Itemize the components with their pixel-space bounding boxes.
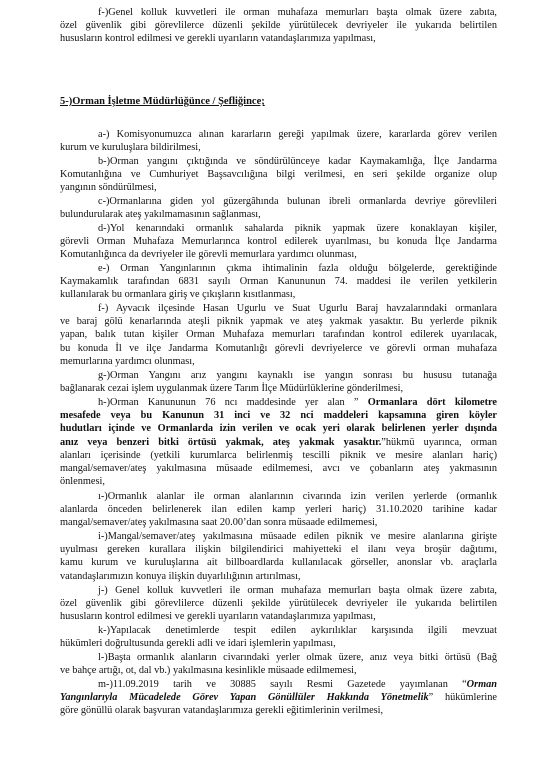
text-line: ve bahçe artığı, ot, dal vb.) yakılmasına kesinlikle müsaade edilmemesi, [60, 665, 357, 677]
text-line: göre gönüllü olarak başvuran vatandaşlarımıza gerekli eğitimlerinin verilmesi, [60, 705, 384, 717]
bold-italic-text-segment: Orman [466, 679, 497, 690]
text-line: bağlanarak cezai işlem uygulanmak üzere Tarım İlçe Müdürlüklerine gönderilmesi, [60, 383, 404, 395]
text-line: ı-)Ormanlık alanlar ile orman alanlarının civarında izin verilen yerlerde (ormanlık [98, 491, 497, 502]
text-line: bulundurularak ateş yakılmamasının sağlanması, [60, 209, 261, 221]
paragraph-k [60, 624, 497, 650]
text-line: bu konuda İl ve ilçe Jandarma Komutanlığı görevli devriyelerce ve görevli orman muhafaza [60, 342, 497, 354]
text-line [60, 691, 497, 704]
paragraph-b [60, 155, 497, 195]
text-line: alanları içerisinde (yetkili kurumlarca belirlenmiş tescilli piknik ve mesire alanları hariç) [60, 449, 497, 461]
text-line: yapan, balık tutan kişiler Orman Muhafaza memurları tarafından kontrol edilerek uyarılacak, [60, 329, 497, 341]
text-line: j-) Genel kolluk kuvvetleri ile orman muhafaza memurları başta olmak üzere zabıta, [98, 585, 497, 596]
paragraph-e [60, 262, 497, 302]
paragraph-c [60, 195, 497, 221]
text-line: e-) Orman Yangınlarının çıkma ihtimalinin fazla olduğu bölgelerde, gerektiğinde [98, 263, 497, 274]
text-line: b-)Orman yangını çıktığında ve söndürülünceye kadar Kaymakamlığa, İlçe Jandarma [98, 156, 497, 167]
text-line: kurum ve kuruluşlara bildirilmesi, [60, 142, 201, 154]
paragraph-f-top [60, 6, 497, 46]
text-line: kamu kurum ve kuruluşlarına ait billboardlarda kullanılacak görseller, anonslar vb. araçlarla [60, 557, 497, 569]
text-line: görevli Orman Muhafaza Memurlarınca kontrol edilerek uyarılması, bu konuda İlçe Jandarma [60, 236, 497, 248]
text-line: yangının söndürülmesi, [60, 182, 157, 194]
text-line: hususların kontrol edilmesi ve gerekli uyarıların vatandaşlarımıza yapılması, [60, 611, 376, 623]
text-line: l-)Başta ormanlık alanların civarındaki yerler olmak üzere, anız veya bitki örtüsü (Bağ [98, 652, 497, 663]
text-line: i-)Mangal/semaver/ateş yakılmasına müsaade edilen piknik ve mesire alanlarına girişte [98, 531, 497, 542]
text-line: alanlarda önceden belirlenerek ilan edilen kamp yerleri hariç) 31.10.2020 tarihine kadar [60, 504, 497, 516]
text-line [60, 409, 497, 422]
paragraph-i-dotless [60, 490, 497, 530]
paragraph-i [60, 530, 497, 583]
text-line: kullanılarak bu ormanlara giriş ve çıkışların kısıtlanması, [60, 289, 296, 301]
paragraph-h [60, 396, 497, 488]
paragraph-j [60, 584, 497, 624]
text-line: mangal/semaver/ateş yakılmasına saat 20.00’dan sonra müsaade edilmemesi, [60, 517, 378, 529]
text-line: Komutanlığına ve Cumhuriyet Başsavcılığına bilgi verilmesi, en seri şekilde organize olup [60, 169, 497, 181]
text-line: uyulması gereken kurallara ilişkin bilgilendirici mahiyetteki el ilanı veya broşür dağıtımı, [60, 544, 497, 556]
text-segment: ”hükmü uyarınca, orman [381, 436, 497, 448]
text-line: k-)Yapılacak denetimlerde tespit edilen aykırılıklar karşısında ilgili mevzuat [98, 625, 497, 636]
text-line: c-)Ormanlarına giden yol güzergâhında bulunan ibreli ormanlarda devriye görevlileri [98, 196, 497, 207]
paragraph-d [60, 222, 497, 262]
bold-text-segment: hudutları içinde ve Ormanlarda izin verilen ve ocak yeri olarak belirlenen yerler dışında [60, 423, 497, 435]
bold-text-segment: mesafede veya bu Kanunun 31 inci ve 32 nci maddeleri kapsamına giren köyler [60, 410, 497, 422]
text-line: hükümleri doğrultusunda gerekli adli ve idari işlemlerin yapılması, [60, 638, 336, 650]
text-segment: m-)11.09.2019 tarih ve 30885 sayılı Resmi Gazetede yayımlanan “ [98, 679, 467, 690]
text-segment: h-)Orman Kanununun 76 ncı maddesinde yer alan ” [98, 397, 368, 408]
text-line: g-)Orman Yangını arız yangını kaynaklı ise yangın sonrası bu hususu tutanağa [98, 370, 497, 381]
text-line: Kaymakamlık tarafından 6831 sayılı Orman Kanununun 74. maddesi ile verilen yetkilerin [60, 276, 497, 288]
text-line: memurlarına yardımcı olunması, [60, 355, 195, 367]
text-line [60, 436, 497, 449]
section-heading: 5-)Orman İşletme Müdürlüğünce / Şefliğince; [60, 96, 265, 107]
text-line [60, 422, 497, 435]
text-line: f-)Genel kolluk kuvvetleri ile orman muhafaza memurları başta olmak üzere zabıta, [98, 7, 497, 18]
text-line: Komutanlığınca da devriyeler ile görevli memurlara yardımcı olunması, [60, 249, 357, 261]
text-line: d-)Yol kenarındaki ormanlık sahalarda piknik yapmak üzere konaklayan kişiler, [98, 223, 497, 234]
text-line: ve baraj gölü kenarlarında ateşli piknik yapmak ve ateş yakmak yasaktır. Bu yerlerde piknik [60, 316, 497, 328]
text-line: a-) Komisyonumuzca alınan kararların gereği yapılmak üzere, kararlarda görev verilen [98, 129, 497, 140]
text-line: özel güvenlik gibi görevlilerce düzenli şekilde yürütülecek devriyeler ile yukarıda belirtilen [60, 598, 497, 610]
text-line: önlenmesi, [60, 476, 105, 488]
paragraph-a [60, 128, 497, 154]
text-line: f-) Ayvacık ilçesinde Hasan Ugurlu ve Suat Ugurlu Baraj havzalarındaki ormanlara [98, 303, 497, 314]
paragraph-m [60, 678, 497, 718]
paragraph-f [60, 302, 497, 368]
text-line: mangal/semaver/ateş yakılmasına müsaade edilmemesi, avcı ve çobanların ateş yakmasının [60, 463, 497, 475]
bold-italic-text-segment: Yangınlarıyla Mücadelede Görev Yapan Gönüllüler Hakkında Yönetmelik [60, 692, 429, 704]
text-line: hususların kontrol edilmesi ve gerekli uyarıların vatandaşlarımıza yapılması, [60, 33, 376, 45]
bold-text-segment: Ormanlara dört kilometre [367, 397, 497, 408]
text-line: vatandaşlarımızın konuya ilişkin duyarlılığının artırılması, [60, 570, 301, 582]
paragraph-g [60, 369, 497, 395]
text-line: özel güvenlik gibi görevlilerce düzenli şekilde yürütülecek devriyeler ile yukarıda belirtilen [60, 20, 497, 32]
text-line [60, 678, 497, 691]
text-line [60, 396, 497, 409]
bold-text-segment: anız veya benzeri bitki örtüsü yakmak, ateş yakmak yasaktır. [60, 436, 382, 448]
text-segment: ” hükümlerine [428, 692, 497, 704]
paragraph-l [60, 651, 497, 677]
